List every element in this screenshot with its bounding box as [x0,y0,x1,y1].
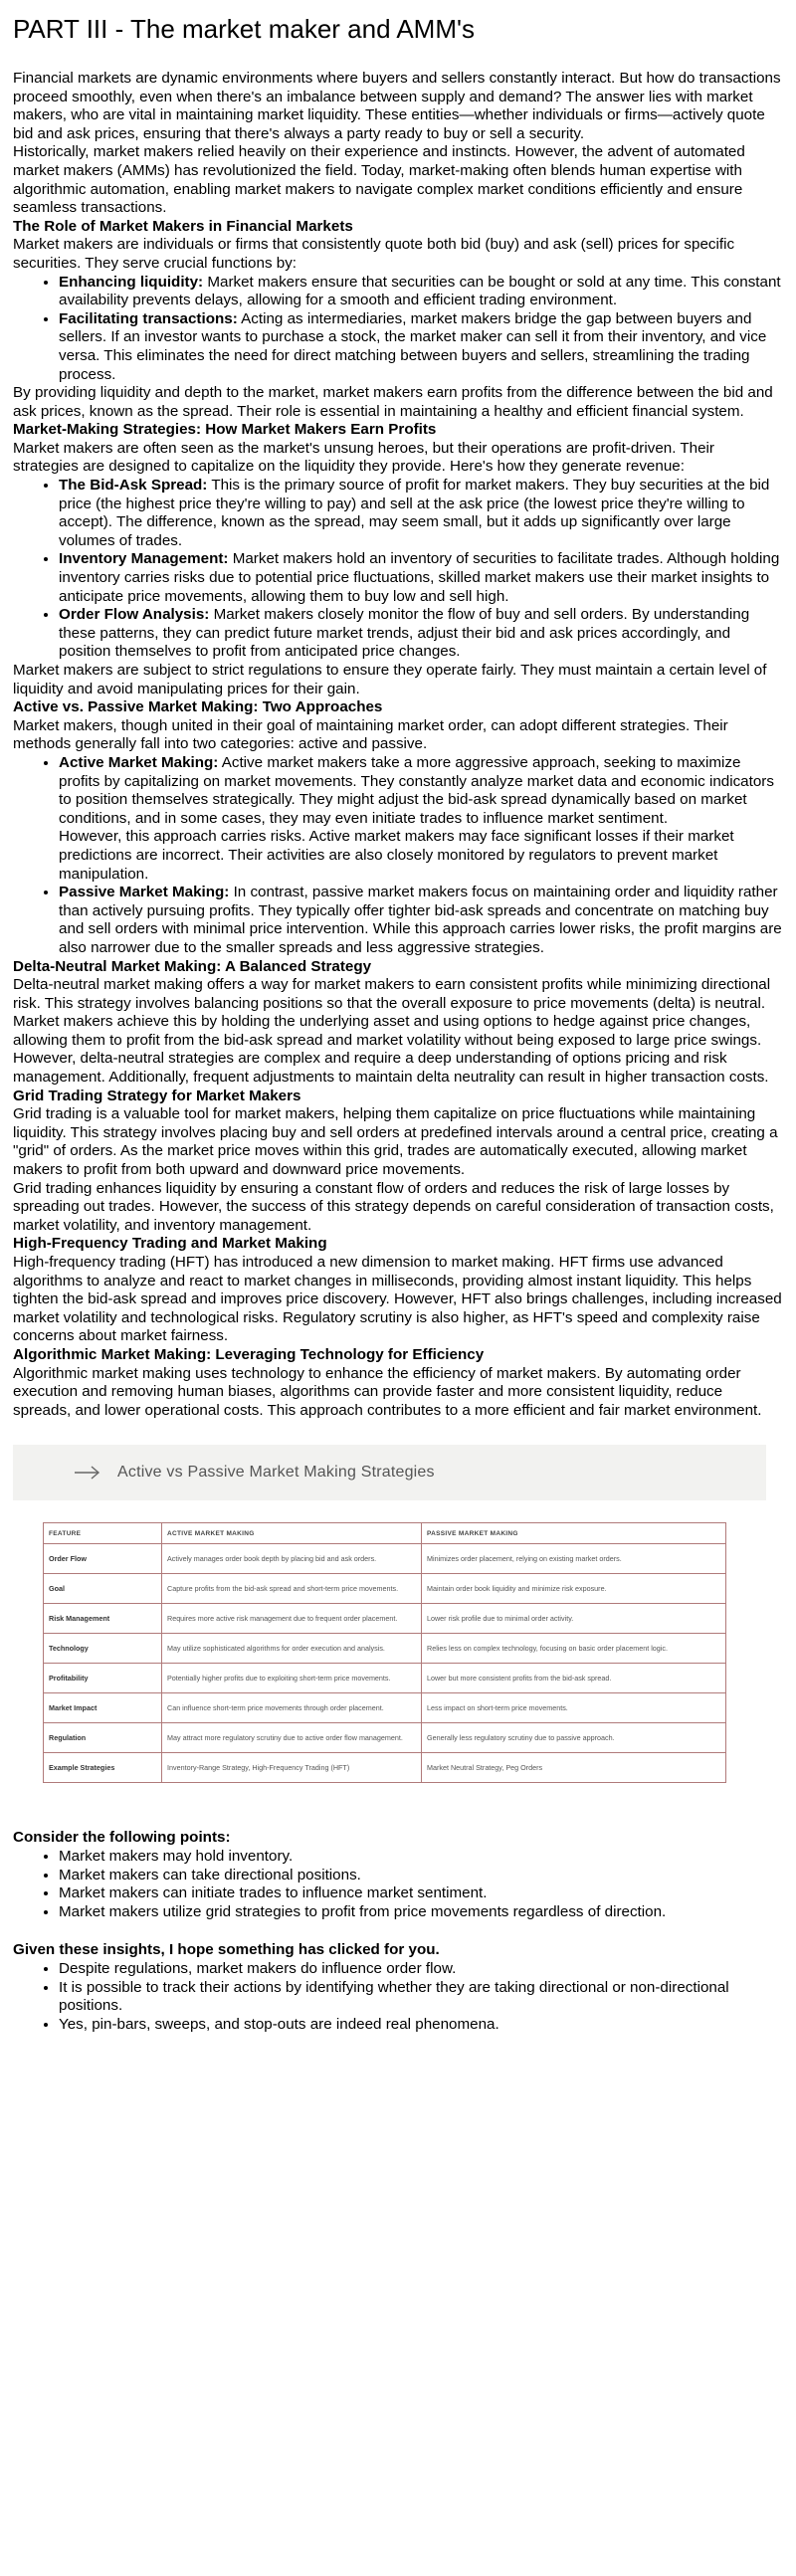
intro-paragraph: Financial markets are dynamic environments where buyers and sellers constantly interact. But how do transactions proceed smoothly, even when there's an imbalance between supply and demand? The answer lies with market makers, who are vital in maintaining market liquidity. These entities—whether individuals or firms—actively quote bid and ask prices, ensuring that there's always a party ready to buy or sell a security. [13,70,781,142]
bullet-term: Enhancing liquidity: [59,273,204,291]
section-paragraph: Market makers are often seen as the market's unsung heroes, but their operations are profit-driven. Their strategies are designed to capitalize on the liquidity they provide. Here's how they generate revenue: [13,439,714,476]
bullet-list [13,1848,782,1921]
section-paragraph: Market makers, though united in their goal of maintaining market order, can adopt different strategies. Their methods generally fall into two categories: active and passive. [13,716,728,753]
figure-header [13,1445,766,1500]
list-item [59,477,782,550]
list-item: • Market makers utilize grid strategies to profit from price movements regardless of direction. [59,1903,782,1922]
table-row [44,1753,726,1783]
feature-cell: Market Impact [44,1693,162,1723]
bullet-continuation: However, this approach carries risks. Active market makers may face significant losses if their market predictions are incorrect. Their activities are also closely monitored by regulators to prevent market manipulation. [59,828,734,883]
section-paragraph: Grid trading is a valuable tool for market makers, helping them capitalize on price fluctuations while maintaining liquidity. This strategy involves placing buy and sell orders at predefined intervals around a central price, creating a "grid" of orders. As the market price moves within this grid, trades are automatically executed, allowing market makers to profit from both upward and downward price movements. [13,1105,778,1179]
section-heading: Grid Trading Strategy for Market Makers [13,1087,301,1104]
list-item: • Yes, pin-bars, sweeps, and stop-outs are indeed real phenomena. [59,2016,782,2035]
passive-cell: Maintain order book liquidity and minimize risk exposure. [422,1574,726,1604]
table-row [44,1723,726,1753]
active-cell: May attract more regulatory scrutiny due to active order flow management. [162,1723,422,1753]
section-paragraph: By providing liquidity and depth to the market, market makers earn profits from the difference between the bid and ask prices, known as the spread. Their role is essential in maintaining a healthy and efficient financial system. [13,384,773,420]
section-paragraph: However, delta-neutral strategies are complex and require a deep understanding of options pricing and risk management. Additionally, frequent adjustments to maintain delta neutrality can result in higher transaction costs. [13,1050,769,1087]
bullet-text: Market makers hold an inventory of securities to facilitate trades. Although holding inventory carries risks due to potential price fluctuations, skilled market makers use their market insights to anticipate price movements, allowing them to buy low and sell high. [59,550,780,605]
list-item: • It is possible to track their actions by identifying whether they are taking directional or non-directional positions. [59,1979,782,2016]
bullet-text: This is the primary source of profit for market makers. They buy securities at the bid price (the highest price they're willing to pay) and sell at the ask price (the lowest price they're willing to accept). The difference, known as the spread, may seem small, but it adds up significantly over large volumes of trades. [59,477,770,549]
table-row [44,1693,726,1723]
bullet-text: Market makers ensure that securities can be bought or sold at any time. This constant availability prevents delays, allowing for a smooth and efficient trading environment. [59,273,781,309]
table-row [44,1664,726,1693]
list-item [59,606,782,662]
feature-cell: Example Strategies [44,1753,162,1783]
figure-title: Active vs Passive Market Making Strategies [117,1464,435,1482]
list-item: • Market makers may hold inventory. [59,1848,782,1867]
section-heading: Active vs. Passive Market Making: Two Approaches [13,698,383,716]
passive-cell: Generally less regulatory scrutiny due to passive approach. [422,1723,726,1753]
comparison-table [43,1522,726,1783]
column-header: ACTIVE MARKET MAKING [162,1523,422,1544]
section-paragraph: Delta-neutral market making offers a way for market makers to earn consistent profits while minimizing directional risk. This strategy involves balancing positions so that the overall exposure to price movements (delta) is neutral. Market makers achieve this by holding the underlying asset and using options to hedge against price changes, allowing them to profit from the bid-ask spread and market volatility without being exposed to large price swings. [13,976,771,1049]
list-item [59,550,782,606]
section-heading: Algorithmic Market Making: Leveraging Technology for Efficiency [13,1345,485,1363]
bullet-list [13,274,782,385]
arrow-right-icon [73,1465,102,1486]
section-heading: Given these insights, I hope something has clicked for you. [13,1941,440,1959]
active-cell: May utilize sophisticated algorithms for order execution and analysis. [162,1634,422,1664]
bullet-term: Order Flow Analysis: [59,606,210,624]
bullet-term: Active Market Making: [59,753,219,771]
active-cell: Actively manages order book depth by placing bid and ask orders. [162,1544,422,1574]
section-paragraph: High-frequency trading (HFT) has introduced a new dimension to market making. HFT firms use advanced algorithms to analyze and react to market changes in milliseconds, providing almost instant liquidity. This helps tighten the bid-ask spread and improves price discovery. However, HFT also brings challenges, including increased market volatility and technological risks. Regulatory scrutiny is also higher, as HFT's speed and complexity raise concerns about market fairness. [13,1254,782,1345]
bullet-term: Inventory Management: [59,550,229,568]
section-heading: Consider the following points: [13,1829,231,1847]
bullet-list [13,477,782,662]
table-row [44,1634,726,1664]
bullet-term: Passive Market Making: [59,884,230,901]
table-row [44,1604,726,1634]
passive-cell: Less impact on short-term price movements. [422,1693,726,1723]
passive-cell: Lower risk profile due to minimal order activity. [422,1604,726,1634]
bullet-term: Facilitating transactions: [59,309,238,327]
bullet-text: Active market makers take a more aggressive approach, seeking to maximize profits by capitalizing on market movements. They constantly analyze market data and economic indicators to position themselves strategically. They might adjust the bid-ask spread dynamically based on market conditions, and in some cases, they may even initiate trades to influence market sentiment. [59,753,774,827]
intro-paragraph: Historically, market makers relied heavily on their experience and instincts. However, the advent of automated market makers (AMMs) has revolutionized the field. Today, market-making often blends human expertise with algorithmic automation, enabling market makers to navigate complex market conditions efficiently and ensure seamless transactions. [13,143,745,217]
list-item [59,884,782,957]
active-cell: Potentially higher profits due to exploiting short-term price movements. [162,1664,422,1693]
column-header: FEATURE [44,1523,162,1544]
active-cell: Capture profits from the bid-ask spread and short-term price movements. [162,1574,422,1604]
section-paragraph: Market makers are individuals or firms that consistently quote both bid (buy) and ask (sell) prices for specific securities. They serve crucial functions by: [13,236,735,272]
bullet-text: Market makers closely monitor the flow of buy and sell orders. By understanding these patterns, they can predict future market trends, adjust their bid and ask prices accordingly, and position themselves to profit from anticipated price changes. [59,606,750,661]
passive-cell: Lower but more consistent profits from the bid-ask spread. [422,1664,726,1693]
bullet-list [13,754,782,958]
column-header: PASSIVE MARKET MAKING [422,1523,726,1544]
feature-cell: Goal [44,1574,162,1604]
section-heading: Delta-Neutral Market Making: A Balanced Strategy [13,957,372,975]
bullet-text: In contrast, passive market makers focus on maintaining order and liquidity rather than actively pursuing profits. They typically offer tighter bid-ask spreads and concentrate on matching buy and sell orders with minimal price intervention. While this approach carries lower risks, the profit margins are also narrower due to the smaller spreads and less aggressive strategies. [59,884,782,956]
passive-cell: Minimizes order placement, relying on existing market orders. [422,1544,726,1574]
list-item: • Market makers can initiate trades to influence market sentiment. [59,1884,782,1903]
section-paragraph: Grid trading enhances liquidity by ensuring a constant flow of orders and reduces the risk of large losses by spreading out trades. However, the success of this strategy depends on careful consideration of transaction costs, market volatility, and inventory management. [13,1179,774,1234]
passive-cell: Relies less on complex technology, focusing on basic order placement logic. [422,1634,726,1664]
section-heading: The Role of Market Makers in Financial Markets [13,217,353,235]
bullet-list [13,1960,782,2034]
section-paragraph: Market makers are subject to strict regulations to ensure they operate fairly. They must maintain a certain level of liquidity and avoid manipulating prices for their gain. [13,662,767,697]
active-cell: Requires more active risk management due to frequent order placement. [162,1604,422,1634]
feature-cell: Risk Management [44,1604,162,1634]
feature-cell: Regulation [44,1723,162,1753]
table-row [44,1544,726,1574]
passive-cell: Market Neutral Strategy, Peg Orders [422,1753,726,1783]
table-row [44,1574,726,1604]
list-item: • Market makers can take directional positions. [59,1867,782,1885]
table-header-row [44,1523,726,1544]
list-item [59,274,782,310]
comparison-figure [13,1445,766,1805]
active-cell: Can influence short-term price movements through order placement. [162,1693,422,1723]
feature-cell: Technology [44,1634,162,1664]
list-item [59,310,782,384]
bullet-term: The Bid-Ask Spread: [59,477,208,495]
feature-cell: Profitability [44,1664,162,1693]
section-heading: High-Frequency Trading and Market Making [13,1235,327,1253]
bullet-text: Acting as intermediaries, market makers bridge the gap between buyers and sellers. If an investor wants to purchase a stock, the market maker can sell it from their inventory, and vice versa. This eliminates the need for direct matching between buyers and sellers, streamlining the trading process. [59,309,767,383]
active-cell: Inventory-Range Strategy, High-Frequency Trading (HFT) [162,1753,422,1783]
section-heading: Market-Making Strategies: How Market Makers Earn Profits [13,421,437,439]
list-item [59,754,782,884]
feature-cell: Order Flow [44,1544,162,1574]
section-paragraph: Algorithmic market making uses technology to enhance the efficiency of market makers. By automating order execution and removing human biases, algorithms can provide faster and more consistent liquidity, reduce spreads, and lower operational costs. This approach contributes to a more efficient and fair market environment. [13,1364,762,1419]
page-title: PART III - The market maker and AMM's [13,14,475,44]
list-item: • Despite regulations, market makers do influence order flow. [59,1960,782,1979]
